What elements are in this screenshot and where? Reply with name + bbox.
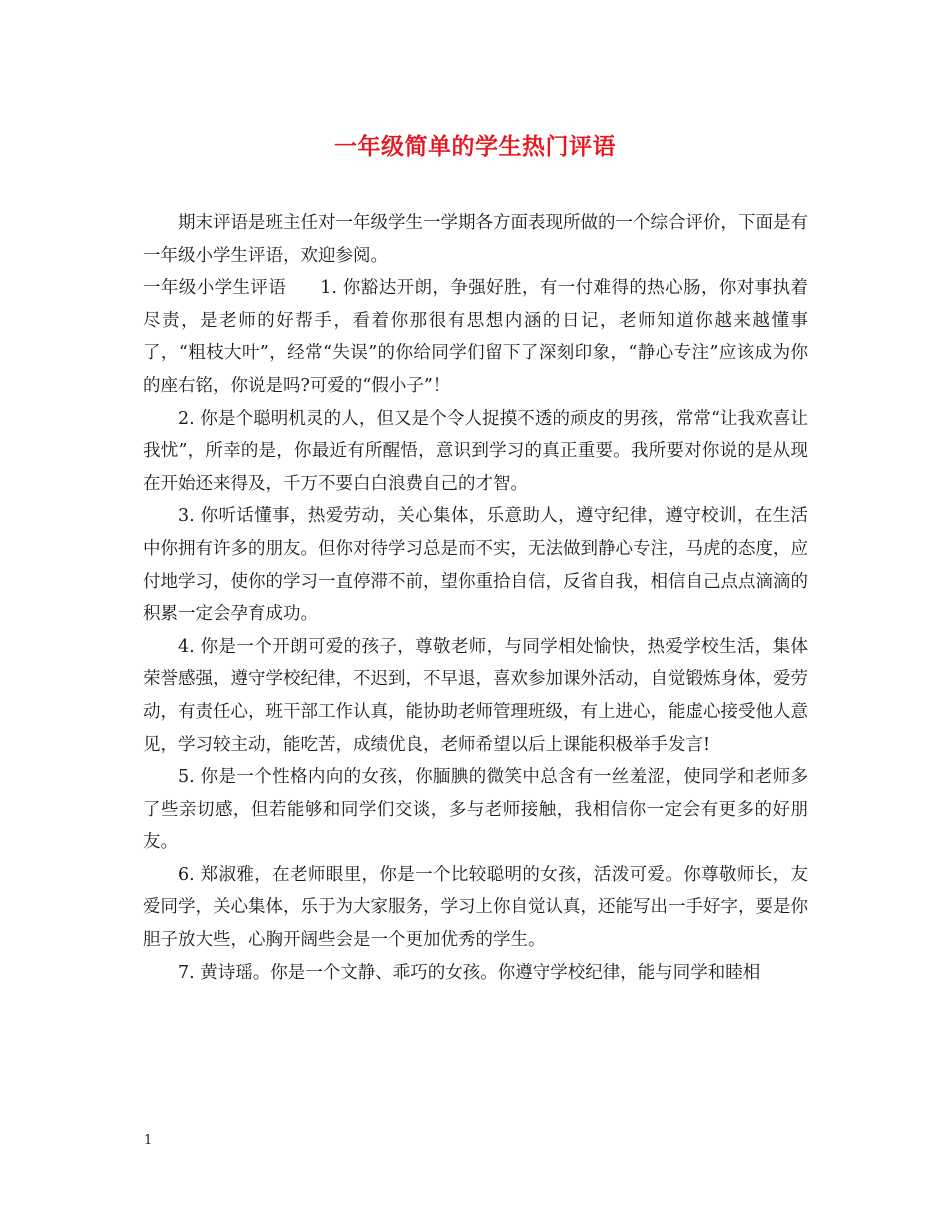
item-paragraph-4: 4. 你是一个开朗可爱的孩子，尊敬老师，与同学相处愉快，热爱学校生活，集体荣誉感强，遵守学校纪律，不迟到，不早退，喜欢参加课外活动，自觉锻炼身体，爱劳动，有责任心，班干部工作认真，能协助老师管理班级，有上进心，能虚心接受他人意见，学习较主动，能吃苦，成绩优良，老师希望以后上课能积极举手发言! [143, 636, 808, 755]
item-paragraph-6: 6. 郑淑雅，在老师眼里，你是一个比较聪明的女孩，活泼可爱。你尊敬师长，友爱同学，关心集体，乐于为大家服务，学习上你自觉认真，还能写出一手好字，要是你胆子放大些，心胸开阔些会是一个更加优秀的学生。 [143, 864, 808, 951]
item-1-text: 1. 你豁达开朗，争强好胜，有一付难得的热心肠，你对事执着尽责，是老师的好帮手，看着你那很有思想内涵的日记，老师知道你越来越懂事了，“粗枝大叶”，经常“失误”的你给同学们留下了深刻印象，“静心专注”应该成为你的座右铭，你说是吗?可爱的“假小子”！ [143, 278, 808, 396]
item-paragraph-3: 3. 你听话懂事，热爱劳动，关心集体，乐意助人，遵守纪律，遵守校训，在生活中你拥有许多的朋友。但你对待学习总是而不实，无法做到静心专注，马虎的态度，应付地学习，使你的学习一直停滞不前，望你重拾自信，反省自我，相信自己点点滴滴的积累一定会孕育成功。 [143, 506, 808, 625]
section-heading: 一年级小学生评语 [143, 278, 287, 299]
intro-paragraph: 期末评语是班主任对一年级学生一学期各方面表现所做的一个综合评价，下面是有一年级小学生评语，欢迎参阅。 [143, 213, 808, 266]
item-paragraph-5: 5. 你是一个性格内向的女孩，你腼腆的微笑中总含有一丝羞涩，使同学和老师多了些亲切感，但若能够和同学们交谈，多与老师接触，我相信你一定会有更多的好朋友。 [143, 767, 808, 853]
page-number: 1 [144, 1133, 153, 1148]
item-paragraph-1 [143, 272, 808, 402]
document-body [143, 207, 808, 989]
item-paragraph-2: 2. 你是个聪明机灵的人，但又是个令人捉摸不透的顽皮的男孩，常常“让我欢喜让我忧”，所幸的是，你最近有所醒悟，意识到学习的真正重要。我所要对你说的是从现在开始还来得及，千万不要白白浪费自己的才智。 [143, 408, 808, 494]
item-paragraph-7: 7. 黄诗瑶。你是一个文静、乖巧的女孩。你遵守学校纪律，能与同学和睦相 [178, 962, 761, 983]
document-title: 一年级简单的学生热门评语 [334, 133, 616, 160]
